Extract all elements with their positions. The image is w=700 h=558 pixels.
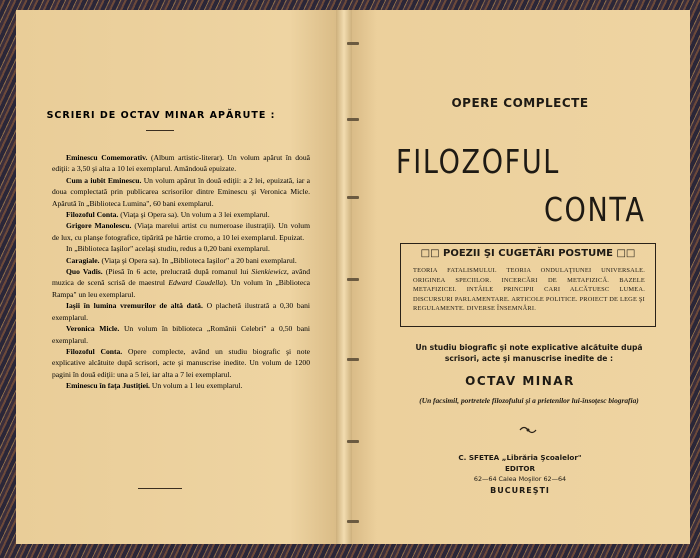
list-item: Filozoful Conta. Opere complecte, având un studiu biografic şi note explicative alcătuite după scrisori, acte şi manuscrise inedite. Un volum de 1200 pagini în două ediţii: una a 5 lei, iar alta a 7 lei exemplarul. (52, 346, 311, 379)
contents-box-body: TEORIA FATALISMULUI. TEORIA ONDULAŢIUNEI UNIVERSALE. ORIGINEA SPECIILOR. INCERCĂRI DE METAFIZICĂ. BAZELE METAFIZICEI. INTÂILE PRINCIPII CARI ALCĂTUESC LUMEA. DISCURSURI PARLAMENTARE. ARTICOLE POLITICE. PROIECT DE LEGE ŞI REGULAMENTE. DIVERSE ÎNSEMNĂRI. (413, 267, 645, 313)
ornament-icon (519, 425, 537, 435)
list-item: In „Biblioteca Iaşilor" acelaşi studiu, redus a 0,20 bani exemplarul. (66, 244, 270, 254)
study-line: Un studiu biografic şi note explicative alcătuite după (415, 343, 643, 352)
contents-box (400, 243, 656, 327)
book-title-line2: CONTA (544, 190, 646, 229)
facsimile-note: (Un facsimil, portretele filozofului şi a prietenilor lui-însoţesc biografia) (419, 396, 639, 405)
study-description (395, 342, 663, 364)
series-title: OPERE COMPLECTE (451, 96, 589, 110)
closing-rule (138, 488, 182, 489)
list-item: Eminescu Comemorativ. (Album artistic-literar). Un volum apărut în două ediţii: a 3,50 şi alta a 10 lei exemplarul. Amândouă epuizate. (52, 153, 310, 174)
list-item: Grigore Manolescu. (Viaţa marelui artist cu numeroase ilustraţii). Un volum de lux, cu planşe fotografice, tipărită pe hârtie cromo, a 10 lei exemplarul. Epuizat. (52, 221, 310, 242)
publisher-name: C. SFETEA „Librăria Şcoalelor" (458, 453, 582, 462)
list-item: Iaşii în lumina vremurilor de altă dată. O plachetă ilustrată a 0,30 bani exemplarul. (52, 301, 310, 322)
publisher-role: EDITOR (504, 464, 536, 473)
binding-stitch (347, 42, 359, 45)
publisher-city: BUCUREŞTI (490, 486, 550, 495)
bibliography-list (52, 152, 310, 392)
list-item: Quo Vadis. (Piesă în 6 acte, prelucrată după romanul lui Sienkiewicz, având muzica de scenă scrisă de maestrul Edward Caudella). Un volum în „Biblioteca Rampa" un leu exemplarul. (52, 267, 310, 299)
left-page-heading: SCRIERI DE OCTAV MINAR APĂRUTE : (46, 110, 276, 121)
binding-stitch (347, 118, 359, 121)
binding-stitch (347, 196, 359, 199)
publisher-block (350, 452, 690, 496)
book-title-line1: FILOZOFUL (396, 142, 560, 181)
binding-stitch (347, 520, 359, 523)
author-name: OCTAV MINAR (465, 374, 575, 388)
list-item: Cum a iubit Eminescu. Un volum apărut în două ediţii: a 2 lei, epuizată, iar a doua complectată prin publicarea scrisorilor dintre Eminescu şi Veronica Micle. Apărută în „Biblioteca Lumina", 60 bani exemplarul. (52, 175, 310, 208)
contents-box-heading: □□ POEZII ŞI CUGETĂRI POSTUME □□ (420, 248, 636, 259)
publisher-address: 62—64 Calea Moşilor 62—64 (473, 475, 567, 483)
list-item: Eminescu în faţa Justiţiei. Un volum a 1 leu exemplarul. (66, 381, 243, 391)
study-line: scrisori, acte şi manuscrise inedite de : (444, 354, 614, 363)
list-item: Caragiale. (Viaţa şi Opera sa). In „Biblioteca Iaşilor" a 20 bani exemplarul. (66, 255, 297, 265)
binding-stitch (347, 358, 359, 361)
heading-rule (146, 130, 174, 131)
binding-stitch (347, 278, 359, 281)
binding-stitch (347, 440, 359, 443)
list-item: Filozoful Conta. (Viaţa şi Opera sa). Un volum a 3 lei exemplarul. (66, 210, 270, 220)
list-item: Veronica Micle. Un volum în biblioteca „Românii Celebri" a 0,50 bani exemplarul. (52, 324, 310, 345)
